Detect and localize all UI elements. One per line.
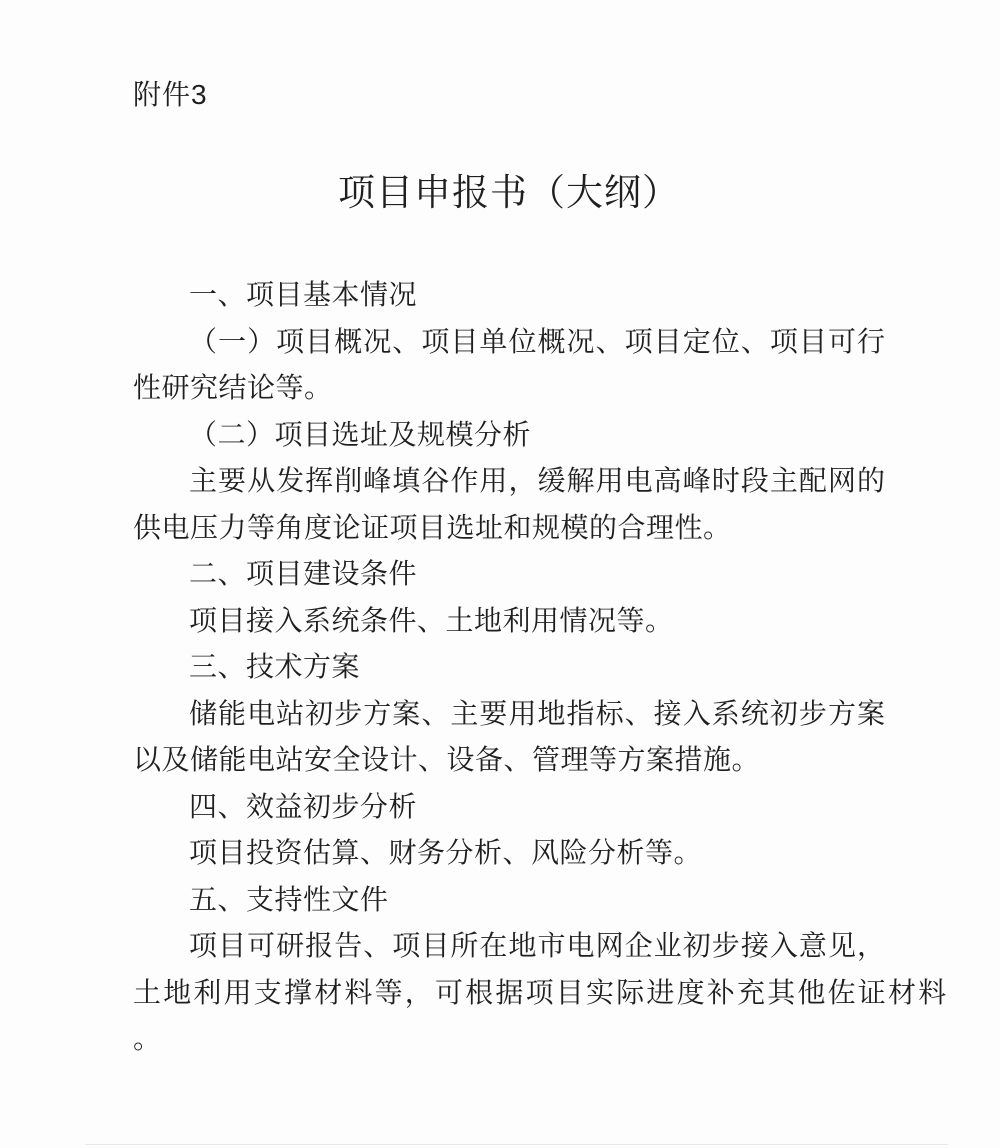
document-title: 项目申报书（大纲） — [338, 172, 680, 213]
document-body — [133, 272, 949, 1063]
text-line: （二）项目选址及规模分析 — [189, 418, 532, 450]
text-line: 土地利用支撑材料等，可根据项目实际进度补充其他佐证材料 — [133, 976, 949, 1008]
text-line: 项目接入系统条件、土地利用情况等。 — [189, 604, 674, 636]
page-bottom-edge-line — [85, 1144, 948, 1145]
text-line: 一、项目基本情况 — [189, 279, 418, 310]
attachment-label: 附件3 — [133, 79, 208, 110]
text-line: 二、项目建设条件 — [189, 558, 418, 589]
text-line: 供电压力等角度论证项目选址和规模的合理性。 — [133, 511, 732, 543]
text-line: 项目投资估算、财务分析、风险分析等。 — [189, 837, 703, 868]
text-line: （一）项目概况、项目单位概况、项目定位、项目可行 — [189, 325, 885, 357]
text-line: 储能电站初步方案、主要用地指标、接入系统初步方案 — [189, 697, 885, 729]
text-line: 四、效益初步分析 — [189, 790, 418, 822]
text-line: 性研究结论等。 — [133, 372, 333, 403]
text-line: 项目可研报告、项目所在地市电网企业初步接入意见， — [189, 930, 885, 961]
text-line: 三、技术方案 — [189, 651, 361, 682]
text-line: 以及储能电站安全设计、设备、管理等方案措施。 — [133, 744, 761, 775]
text-line: 。 — [133, 1023, 162, 1054]
text-line: 主要从发挥削峰填谷作用，缓解用电高峰时段主配网的 — [189, 465, 885, 496]
text-line: 五、支持性文件 — [189, 883, 389, 915]
